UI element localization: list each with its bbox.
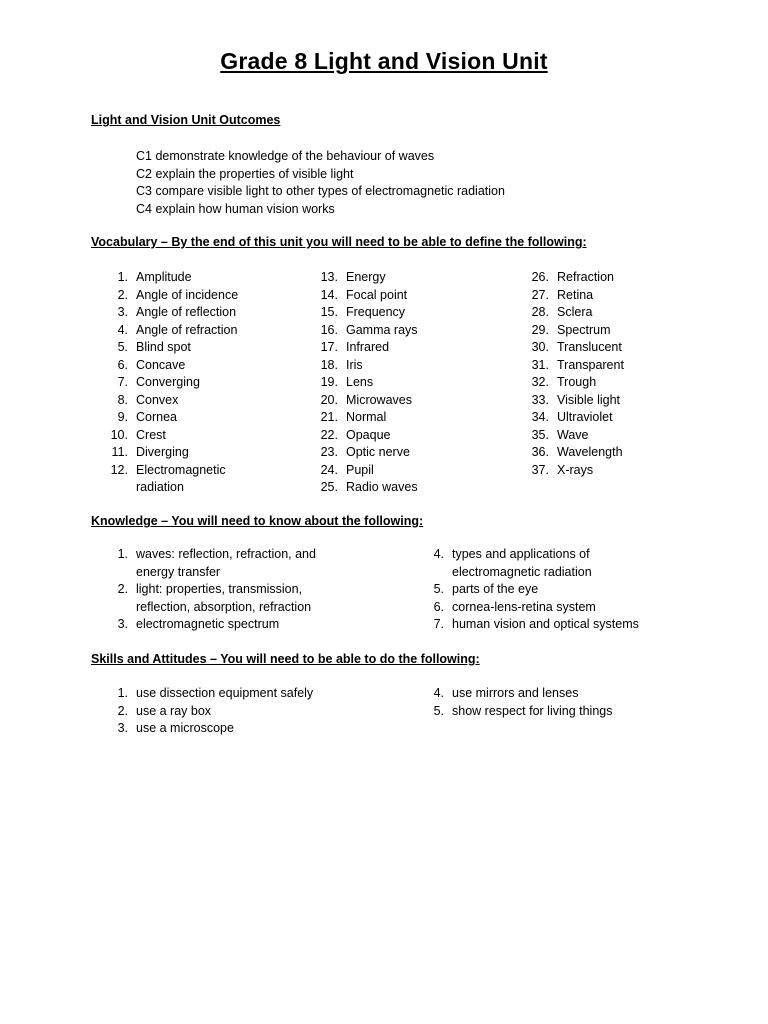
vocabulary-item — [92, 374, 238, 392]
vocabulary-item — [302, 392, 418, 410]
list-item-number: 27. — [531, 287, 549, 302]
list-item-number: 23. — [320, 445, 338, 459]
list-item-number: 5. — [117, 340, 128, 354]
vocabulary-item — [302, 339, 418, 357]
vocabulary-item — [92, 392, 238, 410]
list-item-text: Convex — [136, 392, 179, 407]
list-item-text: Electromagnetic — [136, 462, 226, 477]
page-title: Grade 8 Light and Vision Unit — [220, 48, 548, 74]
list-item-number: 17. — [320, 340, 338, 354]
list-item-number: 5. — [433, 703, 444, 718]
vocabulary-item — [302, 374, 418, 392]
skill-item — [408, 703, 613, 721]
list-item-text: electromagnetic spectrum — [136, 617, 280, 631]
skill-item — [92, 685, 313, 703]
knowledge-item — [92, 581, 316, 616]
list-item-text: waves: reflection, refraction, and — [136, 547, 316, 561]
list-item-text: Converging — [136, 375, 200, 389]
list-item-text: X-rays — [557, 462, 594, 477]
list-item-number: 28. — [531, 305, 549, 319]
vocabulary-column-1 — [92, 269, 238, 497]
vocabulary-item — [302, 304, 418, 322]
list-item-text: Frequency — [346, 305, 406, 319]
list-item-number: 7. — [117, 375, 128, 389]
list-item-number: 29. — [531, 322, 549, 337]
vocabulary-item — [92, 339, 238, 357]
vocabulary-item — [92, 322, 238, 340]
list-item-number: 30. — [531, 340, 549, 354]
list-item-number: 12. — [110, 462, 128, 477]
vocabulary-item — [92, 444, 238, 462]
skills-heading: Skills and Attitudes – You will need to be able to do the following: — [91, 652, 480, 666]
list-item-text: Lens — [346, 375, 374, 389]
list-item-number: 20. — [320, 392, 338, 407]
list-item-text: Cornea — [136, 410, 177, 424]
vocabulary-item — [302, 462, 418, 480]
list-item-number: 19. — [320, 375, 338, 389]
outcomes-list — [136, 148, 505, 218]
list-item-number: 25. — [320, 480, 338, 494]
list-item-number: 4. — [117, 322, 128, 337]
vocabulary-item — [513, 392, 624, 410]
knowledge-column-1 — [92, 546, 316, 634]
vocabulary-item — [302, 287, 418, 305]
skill-item — [408, 685, 613, 703]
list-item-number: 22. — [320, 427, 338, 442]
list-item-number: 2. — [117, 582, 128, 596]
knowledge-heading: Knowledge – You will need to know about the following: — [91, 514, 424, 528]
vocabulary-item — [302, 444, 418, 462]
knowledge-item — [408, 546, 639, 581]
vocabulary-item — [92, 287, 238, 305]
list-item-text: Wavelength — [557, 445, 623, 459]
list-item-number: 3. — [117, 721, 128, 735]
knowledge-item — [92, 546, 316, 581]
list-item-text: Visible light — [557, 392, 621, 407]
list-item-text: Pupil — [346, 462, 374, 477]
outcome-item: C2 explain the properties of visible light — [136, 166, 354, 181]
outcome-item: C3 compare visible light to other types of electromagnetic radiation — [136, 184, 505, 198]
vocabulary-item — [92, 269, 238, 287]
list-item-number: 18. — [320, 357, 338, 372]
vocabulary-item — [513, 409, 624, 427]
list-item-text: Iris — [346, 357, 363, 372]
list-item-text: light: properties, transmission, — [136, 582, 303, 596]
list-item-number: 13. — [320, 270, 338, 284]
knowledge-item — [92, 616, 316, 634]
list-item-text: Transparent — [557, 357, 624, 372]
list-item-number: 1. — [117, 547, 128, 561]
list-item-text-continued: reflection, absorption, refraction — [136, 599, 312, 614]
vocabulary-item — [513, 287, 624, 305]
list-item-text: Sclera — [557, 305, 593, 319]
list-item-text: Wave — [557, 427, 589, 442]
list-item-text: Radio waves — [346, 480, 418, 494]
skills-column-2 — [408, 685, 613, 720]
list-item-number: 7. — [433, 617, 444, 631]
vocabulary-item — [92, 409, 238, 427]
list-item-number: 5. — [433, 582, 444, 596]
list-item-number: 24. — [320, 462, 338, 477]
list-item-text: Retina — [557, 287, 594, 302]
list-item-text: Ultraviolet — [557, 410, 613, 424]
list-item-text: Microwaves — [346, 392, 412, 407]
list-item-number: 33. — [531, 392, 549, 407]
list-item-text: Normal — [346, 410, 387, 424]
vocabulary-item — [513, 304, 624, 322]
list-item-text: Angle of refraction — [136, 322, 238, 337]
vocabulary-item — [92, 357, 238, 375]
list-item-text: Spectrum — [557, 322, 611, 337]
list-item-number: 15. — [320, 305, 338, 319]
list-item-text: use mirrors and lenses — [452, 686, 579, 700]
list-item-number: 3. — [117, 617, 128, 631]
list-item-text: Amplitude — [136, 270, 192, 284]
vocabulary-item — [302, 357, 418, 375]
vocabulary-item — [513, 357, 624, 375]
list-item-text: types and applications of — [452, 547, 590, 561]
vocabulary-item — [302, 427, 418, 445]
list-item-number: 32. — [531, 375, 549, 389]
vocabulary-item — [302, 269, 418, 287]
list-item-text: Blind spot — [136, 340, 191, 354]
list-item-number: 11. — [111, 445, 128, 459]
list-item-number: 35. — [531, 427, 549, 442]
list-item-number: 2. — [117, 287, 128, 302]
list-item-number: 31. — [531, 357, 549, 372]
list-item-number: 8. — [117, 392, 128, 407]
list-item-number: 2. — [117, 703, 128, 718]
knowledge-item — [408, 616, 639, 634]
list-item-number: 26. — [531, 270, 549, 284]
list-item-text: use dissection equipment safely — [136, 686, 314, 700]
list-item-number: 1. — [117, 270, 128, 284]
list-item-number: 9. — [117, 410, 128, 424]
list-item-text: Energy — [346, 270, 386, 284]
list-item-text-continued: electromagnetic radiation — [452, 564, 592, 579]
vocabulary-item — [302, 409, 418, 427]
list-item-number: 16. — [320, 322, 338, 337]
vocabulary-column-3 — [513, 269, 624, 479]
list-item-text: show respect for living things — [452, 703, 613, 718]
list-item-text: human vision and optical systems — [452, 617, 639, 631]
list-item-text: Optic nerve — [346, 445, 410, 459]
list-item-text: use a ray box — [136, 703, 212, 718]
list-item-number: 37. — [531, 462, 549, 477]
vocabulary-item — [513, 322, 624, 340]
vocabulary-item — [513, 269, 624, 287]
vocabulary-item — [92, 427, 238, 445]
list-item-text-continued: radiation — [136, 480, 184, 494]
vocabulary-item — [92, 304, 238, 322]
skills-column-1 — [92, 685, 313, 738]
list-item-text: Focal point — [346, 287, 408, 302]
list-item-text: Diverging — [136, 445, 189, 459]
list-item-number: 4. — [433, 686, 444, 700]
list-item-text: Refraction — [557, 270, 614, 284]
list-item-number: 14. — [320, 287, 338, 302]
vocabulary-item — [302, 479, 418, 497]
list-item-number: 36. — [531, 445, 549, 459]
list-item-text-continued: energy transfer — [136, 564, 221, 579]
outcome-item: C4 explain how human vision works — [136, 201, 335, 216]
list-item-text: Concave — [136, 357, 186, 372]
vocabulary-column-2 — [302, 269, 418, 497]
vocabulary-item — [513, 462, 624, 480]
list-item-text: parts of the eye — [452, 582, 539, 596]
vocabulary-item — [513, 339, 624, 357]
list-item-number: 21. — [320, 410, 338, 424]
list-item-text: use a microscope — [136, 721, 234, 735]
list-item-text: Gamma rays — [346, 322, 418, 337]
list-item-number: 6. — [117, 357, 128, 372]
vocabulary-item — [302, 322, 418, 340]
list-item-text: Translucent — [557, 340, 622, 354]
list-item-text: Crest — [136, 427, 166, 442]
knowledge-column-2 — [408, 546, 639, 634]
vocabulary-item — [513, 374, 624, 392]
vocabulary-item — [513, 427, 624, 445]
list-item-number: 10. — [110, 427, 128, 442]
knowledge-item — [408, 581, 639, 599]
list-item-number: 4. — [433, 547, 444, 561]
skill-item — [92, 720, 313, 738]
list-item-text: cornea-lens-retina system — [452, 599, 596, 614]
list-item-text: Trough — [557, 375, 597, 389]
vocabulary-heading: Vocabulary – By the end of this unit you will need to be able to define the following: — [91, 235, 587, 249]
vocabulary-item — [92, 462, 238, 497]
vocabulary-item — [513, 444, 624, 462]
list-item-text: Opaque — [346, 427, 391, 442]
list-item-number: 3. — [117, 305, 128, 319]
list-item-text: Angle of reflection — [136, 305, 237, 319]
list-item-text: Angle of incidence — [136, 287, 239, 302]
outcomes-heading: Light and Vision Unit Outcomes — [91, 113, 281, 127]
list-item-text: Infrared — [346, 340, 390, 354]
list-item-number: 6. — [433, 599, 444, 614]
outcome-item: C1 demonstrate knowledge of the behaviour of waves — [136, 149, 435, 163]
list-item-number: 1. — [117, 686, 128, 700]
list-item-number: 34. — [531, 410, 549, 424]
skill-item — [92, 703, 313, 721]
knowledge-item — [408, 599, 639, 617]
